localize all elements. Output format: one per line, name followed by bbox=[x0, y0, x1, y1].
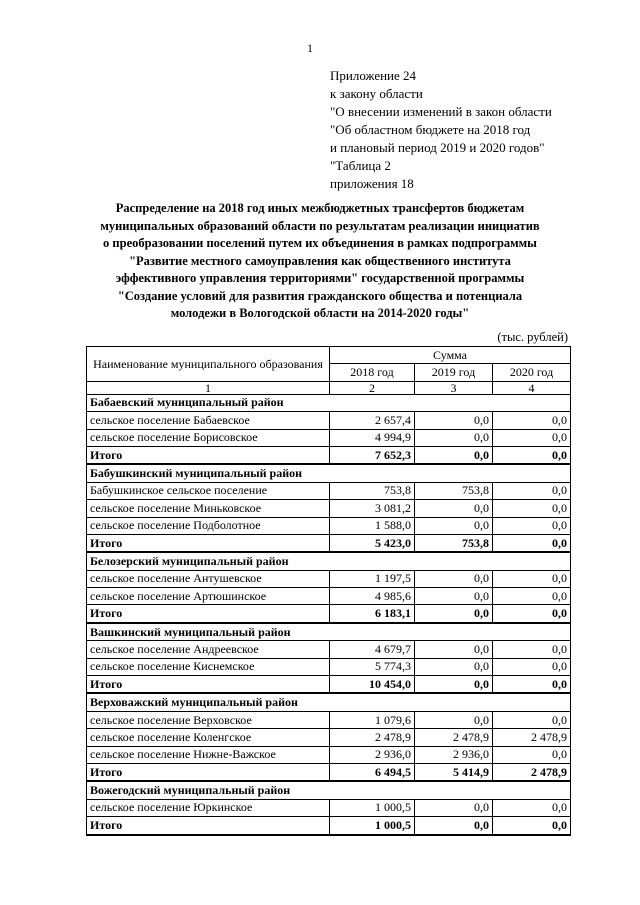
appendix-line: Приложение 24 bbox=[330, 68, 417, 83]
header-2018: 2018 год bbox=[330, 364, 415, 381]
district-name: Вашкинский муниципальный район bbox=[87, 623, 571, 641]
total-amount: 0,0 bbox=[415, 605, 493, 623]
title-line: эффективного управления территориями" государственной программы bbox=[115, 271, 525, 285]
settlement-name: сельское поселение Верховское bbox=[87, 711, 330, 728]
amount-cell: 753,8 bbox=[415, 482, 493, 499]
total-label: Итого bbox=[87, 605, 330, 623]
title-line: молодежи в Вологодской области на 2014-2020 годы" bbox=[170, 306, 470, 320]
amount-cell: 3 081,2 bbox=[330, 500, 415, 517]
total-amount: 1 000,5 bbox=[330, 817, 415, 835]
total-amount: 753,8 bbox=[415, 534, 493, 552]
total-amount: 2 478,9 bbox=[493, 763, 571, 781]
table-row bbox=[87, 746, 571, 763]
district-name: Вожегодский муниципальный район bbox=[87, 781, 571, 799]
amount-cell: 5 774,3 bbox=[330, 658, 415, 675]
settlement-name: сельское поселение Бабаевское bbox=[87, 412, 330, 429]
total-label: Итого bbox=[87, 534, 330, 552]
table-row bbox=[87, 412, 571, 429]
total-row bbox=[87, 817, 571, 835]
document-title bbox=[80, 200, 560, 323]
total-amount: 10 454,0 bbox=[330, 676, 415, 694]
appendix-line: и плановый период 2019 и 2020 годов" bbox=[330, 140, 545, 155]
settlement-name: сельское поселение Киснемское bbox=[87, 658, 330, 675]
header-index: 2 bbox=[330, 381, 415, 394]
table-row bbox=[87, 570, 571, 587]
total-row bbox=[87, 605, 571, 623]
title-line: Распределение на 2018 год иных межбюджетных трансфертов бюджетам bbox=[115, 201, 525, 215]
settlement-name: сельское поселение Антушевское bbox=[87, 570, 330, 587]
table-row bbox=[87, 799, 571, 816]
amount-cell: 0,0 bbox=[415, 658, 493, 675]
settlement-name: сельское поселение Нижне-Важское bbox=[87, 746, 330, 763]
title-line: "Создание условий для развития гражданского общества и потенциала bbox=[117, 288, 523, 303]
amount-cell: 4 994,9 bbox=[330, 429, 415, 446]
total-amount: 7 652,3 bbox=[330, 446, 415, 464]
amount-cell: 0,0 bbox=[415, 641, 493, 658]
amount-cell: 0,0 bbox=[493, 429, 571, 446]
settlement-name: сельское поселение Андреевское bbox=[87, 641, 330, 658]
district-row bbox=[87, 623, 571, 641]
header-index: 1 bbox=[87, 381, 330, 394]
total-label: Итого bbox=[87, 446, 330, 464]
district-row bbox=[87, 552, 571, 570]
settlement-name: Бабушкинское сельское поселение bbox=[87, 482, 330, 499]
total-amount: 5 414,9 bbox=[415, 763, 493, 781]
header-2019: 2019 год bbox=[415, 364, 493, 381]
total-amount: 5 423,0 bbox=[330, 534, 415, 552]
amount-cell: 0,0 bbox=[415, 588, 493, 605]
district-row bbox=[87, 464, 571, 482]
amount-cell: 0,0 bbox=[415, 517, 493, 534]
amount-cell: 0,0 bbox=[493, 588, 571, 605]
amount-cell: 0,0 bbox=[493, 641, 571, 658]
table-row bbox=[87, 517, 571, 534]
total-amount: 0,0 bbox=[415, 817, 493, 835]
appendix-line: к закону области bbox=[330, 86, 423, 101]
settlement-name: сельское поселение Миньковское bbox=[87, 500, 330, 517]
amount-cell: 2 478,9 bbox=[493, 729, 571, 746]
amount-cell: 0,0 bbox=[493, 570, 571, 587]
amount-cell: 0,0 bbox=[415, 570, 493, 587]
amount-cell: 2 657,4 bbox=[330, 412, 415, 429]
total-amount: 0,0 bbox=[415, 446, 493, 464]
settlement-name: сельское поселение Юркинское bbox=[87, 799, 330, 816]
amount-cell: 0,0 bbox=[493, 799, 571, 816]
district-name: Бабушкинский муниципальный район bbox=[87, 464, 571, 482]
appendix-line: "Таблица 2 bbox=[330, 158, 391, 173]
amount-cell: 1 000,5 bbox=[330, 799, 415, 816]
total-row bbox=[87, 676, 571, 694]
appendix-line: приложения 18 bbox=[330, 176, 414, 191]
table-row bbox=[87, 500, 571, 517]
appendix-line: "О внесении изменений в закон области bbox=[330, 104, 552, 119]
total-amount: 0,0 bbox=[415, 676, 493, 694]
table-row bbox=[87, 658, 571, 675]
amount-cell: 0,0 bbox=[493, 500, 571, 517]
amount-cell: 753,8 bbox=[330, 482, 415, 499]
amount-cell: 2 478,9 bbox=[415, 729, 493, 746]
amount-cell: 1 197,5 bbox=[330, 570, 415, 587]
total-amount: 0,0 bbox=[493, 817, 571, 835]
district-row bbox=[87, 394, 571, 411]
total-row bbox=[87, 446, 571, 464]
district-row bbox=[87, 781, 571, 799]
amount-cell: 4 985,6 bbox=[330, 588, 415, 605]
district-name: Бабаевский муниципальный район bbox=[87, 394, 571, 411]
total-amount: 0,0 bbox=[493, 534, 571, 552]
settlement-name: сельское поселение Подболотное bbox=[87, 517, 330, 534]
amount-cell: 0,0 bbox=[415, 500, 493, 517]
amount-cell: 2 478,9 bbox=[330, 729, 415, 746]
settlement-name: сельское поселение Артюшинское bbox=[87, 588, 330, 605]
total-amount: 6 494,5 bbox=[330, 763, 415, 781]
total-row bbox=[87, 534, 571, 552]
header-index: 3 bbox=[415, 381, 493, 394]
total-amount: 0,0 bbox=[493, 446, 571, 464]
amount-cell: 0,0 bbox=[493, 658, 571, 675]
total-row bbox=[87, 763, 571, 781]
amount-cell: 1 588,0 bbox=[330, 517, 415, 534]
amount-cell: 0,0 bbox=[493, 482, 571, 499]
table-row bbox=[87, 641, 571, 658]
amount-cell: 2 936,0 bbox=[330, 746, 415, 763]
total-label: Итого bbox=[87, 817, 330, 835]
table-row bbox=[87, 482, 571, 499]
amount-cell: 0,0 bbox=[493, 746, 571, 763]
district-name: Белозерский муниципальный район bbox=[87, 552, 571, 570]
title-line: "Развитие местного самоуправления как общественного института bbox=[129, 253, 511, 268]
table-row bbox=[87, 729, 571, 746]
amount-cell: 0,0 bbox=[493, 517, 571, 534]
settlement-name: сельское поселение Борисовское bbox=[87, 429, 330, 446]
units-label: (тыс. рублей) bbox=[497, 330, 568, 344]
amount-cell: 4 679,7 bbox=[330, 641, 415, 658]
header-name: Наименование муниципального образования bbox=[87, 347, 330, 382]
table-row bbox=[87, 588, 571, 605]
appendix-line: "Об областном бюджете на 2018 год bbox=[330, 122, 531, 137]
transfers-table bbox=[86, 346, 571, 836]
district-row bbox=[87, 693, 571, 711]
title-line: о преобразовании поселений путем их объединения в рамках подпрограммы bbox=[103, 236, 537, 250]
table-body bbox=[87, 394, 571, 834]
table-row bbox=[87, 429, 571, 446]
amount-cell: 0,0 bbox=[415, 711, 493, 728]
total-label: Итого bbox=[87, 676, 330, 694]
total-label: Итого bbox=[87, 763, 330, 781]
header-index: 4 bbox=[493, 381, 571, 394]
amount-cell: 2 936,0 bbox=[415, 746, 493, 763]
page-number: 1 bbox=[307, 41, 313, 55]
header-sum: Сумма bbox=[330, 347, 571, 364]
total-amount: 0,0 bbox=[493, 676, 571, 694]
appendix-reference bbox=[330, 67, 552, 193]
amount-cell: 1 079,6 bbox=[330, 711, 415, 728]
table-row bbox=[87, 711, 571, 728]
header-2020: 2020 год bbox=[493, 364, 571, 381]
title-line: муниципальных образований области по результатам реализации инициатив bbox=[100, 218, 540, 233]
amount-cell: 0,0 bbox=[415, 412, 493, 429]
district-name: Верховажский муниципальный район bbox=[87, 693, 571, 711]
settlement-name: сельское поселение Коленгское bbox=[87, 729, 330, 746]
amount-cell: 0,0 bbox=[415, 799, 493, 816]
total-amount: 6 183,1 bbox=[330, 605, 415, 623]
amount-cell: 0,0 bbox=[415, 429, 493, 446]
amount-cell: 0,0 bbox=[493, 711, 571, 728]
total-amount: 0,0 bbox=[493, 605, 571, 623]
amount-cell: 0,0 bbox=[493, 412, 571, 429]
